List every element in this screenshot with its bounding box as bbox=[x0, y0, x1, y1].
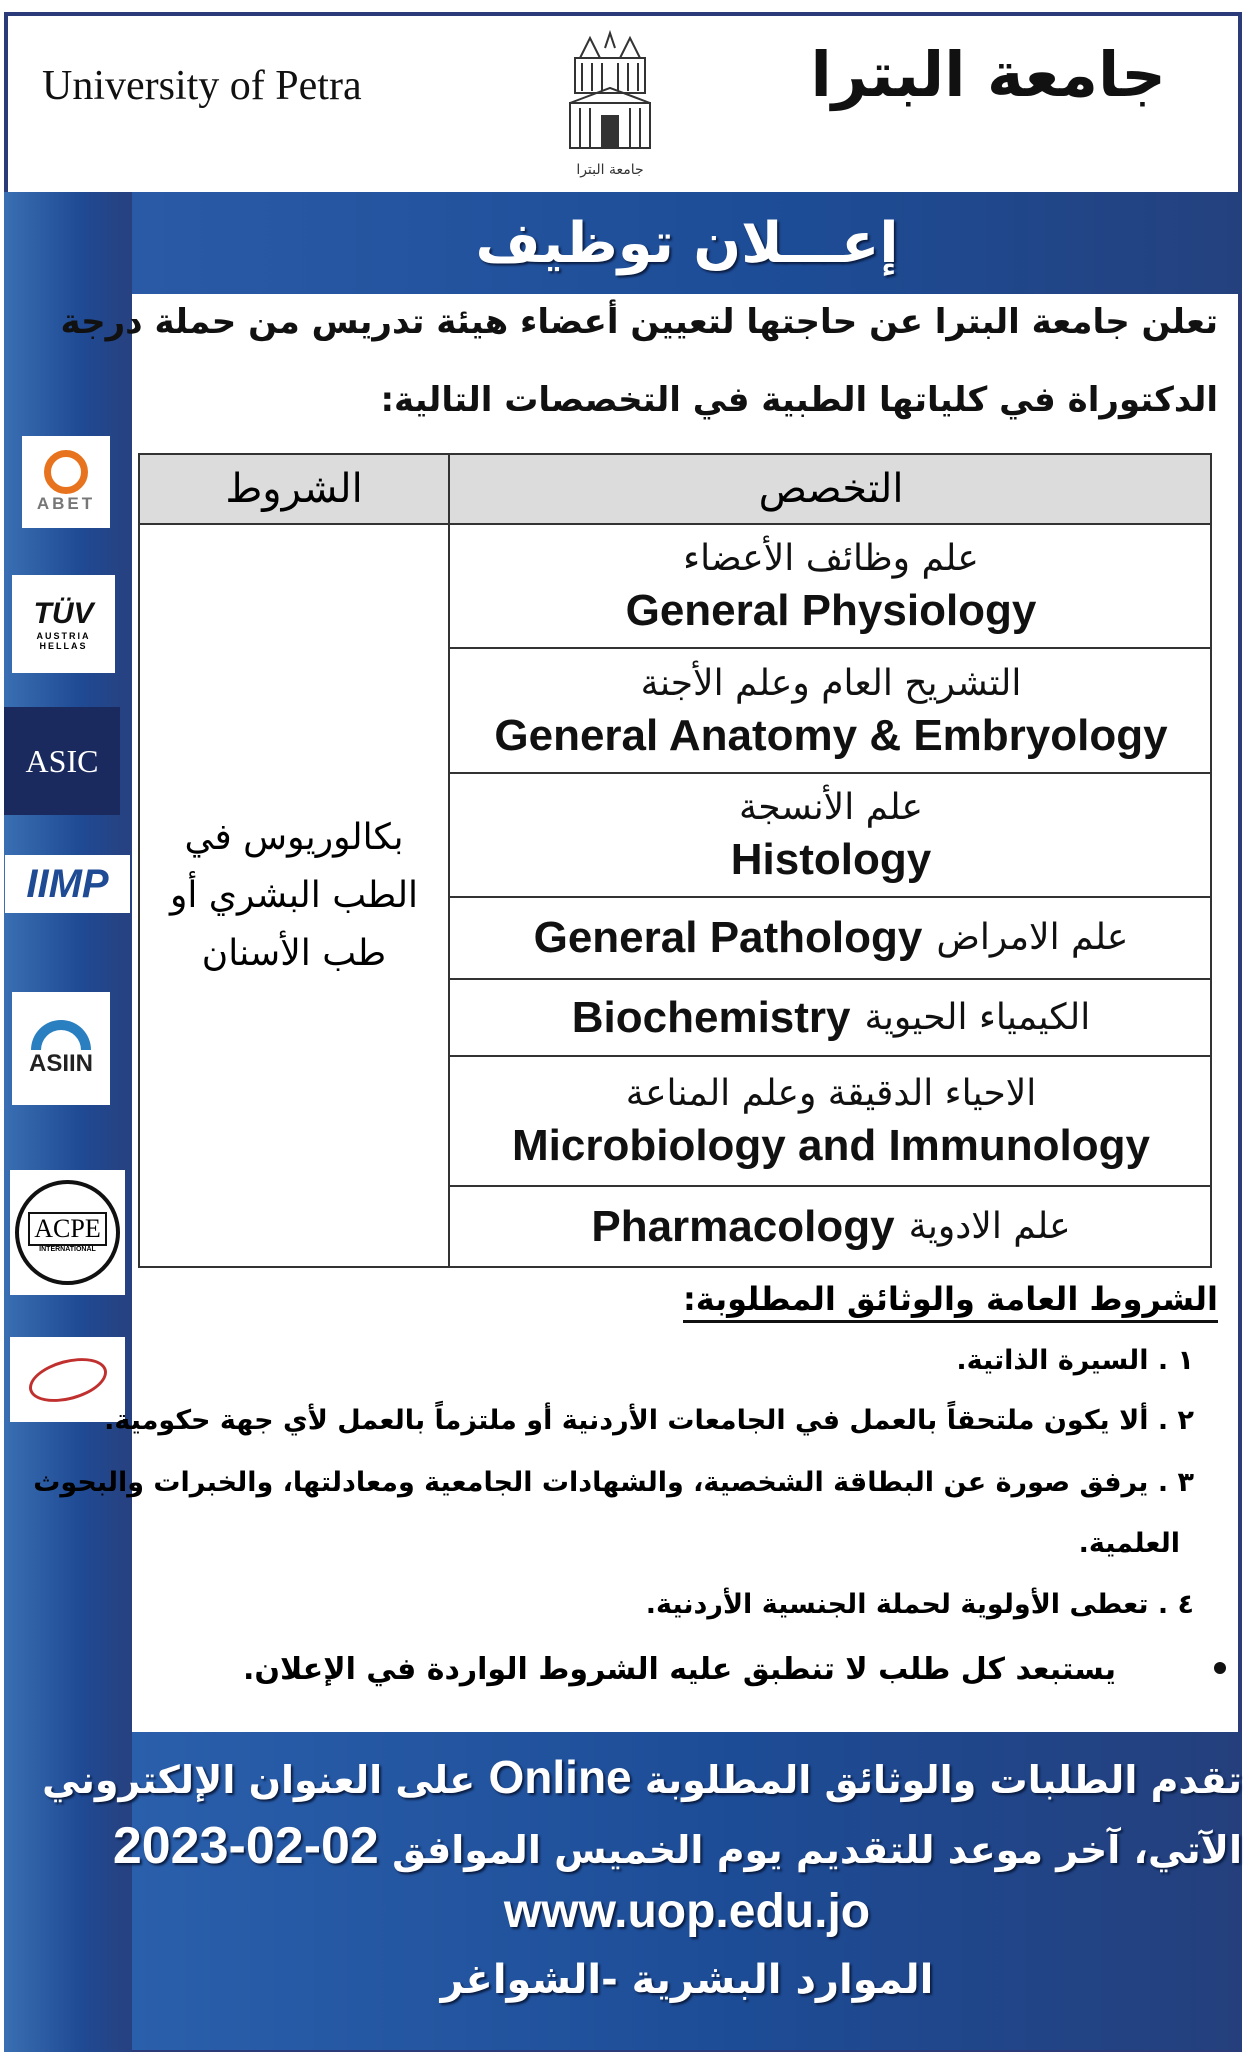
abet-ring-icon bbox=[44, 450, 88, 494]
specialties-table bbox=[138, 453, 1212, 1268]
footer-line-2 bbox=[112, 1816, 1242, 1876]
intro-line-1: تعلن جامعة البترا عن حاجتها لتعيين أعضاء هيئة تدريس من حملة درجة bbox=[60, 302, 1218, 342]
table-row bbox=[450, 980, 1212, 1057]
asiin-arc-icon bbox=[31, 1020, 91, 1050]
petra-treasury-icon bbox=[560, 28, 660, 158]
specialty-ar: الكيمياء الحيوية bbox=[864, 996, 1091, 1038]
requirements-heading: الشروط العامة والوثائق المطلوبة: bbox=[683, 1280, 1218, 1323]
abet-logo bbox=[22, 436, 110, 528]
condition-line: الطب البشري أو bbox=[169, 874, 419, 916]
specialty-en: Microbiology and Immunology bbox=[512, 1121, 1150, 1170]
specialty-ar: التشريح العام وعلم الأجنة bbox=[640, 662, 1022, 704]
announcement-title: إعـــلان توظيف bbox=[475, 210, 899, 276]
specialty-ar: علم الأنسجة bbox=[738, 787, 923, 828]
specialty-ar: علم الادوية bbox=[908, 1205, 1071, 1247]
hr-department: الموارد البشرية -الشواغر bbox=[440, 1957, 934, 2003]
asiin-logo bbox=[12, 992, 110, 1105]
table-row bbox=[450, 649, 1212, 774]
application-footer bbox=[42, 1732, 1242, 2050]
university-name-ar: جامعة البترا bbox=[810, 38, 1166, 111]
requirement-item: ٣ . يرفق صورة عن البطاقة الشخصية، والشهادات الجامعية ومعادلتها، والخبرات والبحوث bbox=[33, 1467, 1194, 1498]
specialty-ar: علم وظائف الأعضاء bbox=[683, 538, 979, 579]
condition-line: طب الأسنان bbox=[201, 932, 387, 974]
footer-text: الآتي، آخر موعد للتقديم يوم الخميس الموافق bbox=[392, 1828, 1242, 1872]
tuv-logo bbox=[12, 575, 115, 673]
logo-caption: جامعة البترا bbox=[576, 162, 644, 178]
seal-calligraphy-icon bbox=[24, 1350, 112, 1409]
header-specialty: التخصص bbox=[758, 466, 904, 512]
acpe-sub: INTERNATIONAL bbox=[39, 1246, 96, 1253]
specialty-ar: الاحياء الدقيقة وعلم المناعة bbox=[625, 1073, 1037, 1114]
table-row bbox=[450, 1187, 1212, 1266]
footer-line-1 bbox=[42, 1750, 1242, 1804]
specialty-en: General Physiology bbox=[625, 586, 1037, 635]
specialty-en: Biochemistry bbox=[571, 992, 851, 1042]
table-row bbox=[450, 525, 1212, 649]
iimp-logo bbox=[5, 855, 130, 913]
acpe-globe-icon bbox=[15, 1180, 120, 1285]
specialty-ar: علم الامراض bbox=[936, 917, 1129, 958]
online-label: Online bbox=[488, 1751, 632, 1803]
iimp-text: IIMP bbox=[26, 861, 109, 906]
asic-text: ASIC bbox=[25, 742, 99, 779]
specialty-en: Histology bbox=[730, 835, 932, 884]
asiin-text: ASIIN bbox=[28, 1049, 93, 1077]
specialty-en: General Anatomy & Embryology bbox=[494, 710, 1168, 760]
table-header bbox=[140, 455, 1210, 525]
website-link[interactable]: www.uop.edu.jo bbox=[503, 1885, 871, 1938]
tuv-sub: AUSTRIA HELLAS bbox=[36, 631, 91, 651]
deadline-date: 02-02-2023 bbox=[112, 1817, 379, 1875]
specialty-en: Pharmacology bbox=[591, 1201, 895, 1251]
table-row bbox=[450, 898, 1212, 980]
requirement-item: ٤ . تعطى الأولوية لحملة الجنسية الأردنية. bbox=[645, 1589, 1194, 1620]
university-name-en: University of Petra bbox=[42, 63, 362, 109]
university-logo bbox=[560, 28, 660, 188]
acpe-logo bbox=[10, 1170, 125, 1295]
footer-text: على العنوان الإلكتروني bbox=[42, 1758, 476, 1802]
tuv-text: TÜV bbox=[33, 597, 94, 630]
table-row bbox=[450, 774, 1212, 898]
bullet-icon bbox=[1214, 1662, 1226, 1674]
announcement-banner bbox=[132, 192, 1242, 294]
conditions-cell bbox=[140, 525, 448, 1266]
abet-text: ABET bbox=[36, 494, 96, 513]
specialty-en: General Pathology bbox=[533, 913, 923, 962]
footer-text: تقدم الطلبات والوثائق المطلوبة bbox=[644, 1758, 1242, 1802]
acpe-text: ACPE bbox=[28, 1212, 106, 1246]
requirement-item: ١ . السيرة الذاتية. bbox=[956, 1345, 1194, 1376]
requirement-item: ٢ . ألا يكون ملتحقاً بالعمل في الجامعات الأردنية أو ملتزماً بالعمل لأي جهة حكومية. bbox=[104, 1405, 1194, 1436]
asic-logo bbox=[4, 707, 120, 815]
table-row bbox=[450, 1057, 1212, 1187]
header-conditions: الشروط bbox=[225, 466, 363, 512]
intro-line-2: الدكتوراة في كلياتها الطبية في التخصصات التالية: bbox=[380, 380, 1218, 420]
requirement-item: العلمية. bbox=[1078, 1528, 1180, 1559]
exclusion-note: يستبعد كل طلب لا تنطبق عليه الشروط الواردة في الإعلان. bbox=[242, 1652, 1116, 1687]
condition-line: بكالوريوس في bbox=[184, 816, 404, 858]
